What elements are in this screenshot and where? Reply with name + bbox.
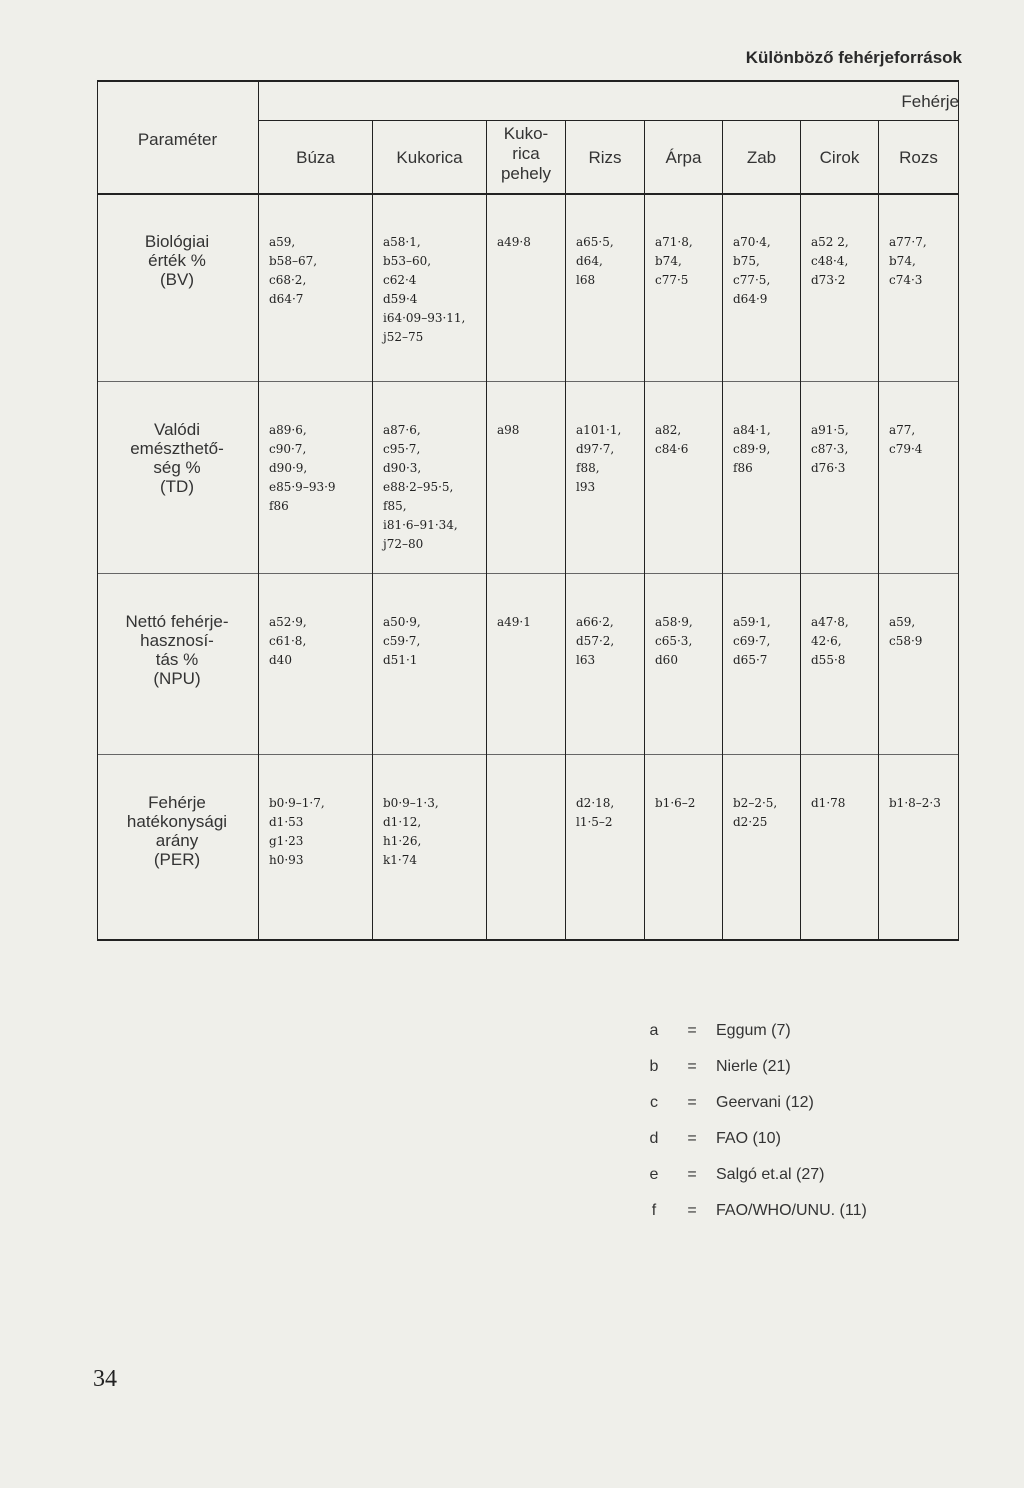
table-cell: a49·1	[497, 615, 531, 629]
legend-equals: =	[687, 1022, 697, 1039]
table-cell: d2·18, l1·5–2	[576, 796, 615, 829]
table-cell: b1·8–2·3	[889, 796, 941, 810]
legend-value: FAO (10)	[716, 1130, 781, 1147]
column-header: Rozs	[899, 148, 938, 167]
table-cell: a77, c79·4	[889, 423, 923, 456]
legend-value: FAO/WHO/UNU. (11)	[716, 1202, 867, 1219]
table-cell: d1·78	[811, 796, 846, 810]
legend-key: f	[651, 1202, 657, 1219]
legend-key: b	[649, 1058, 659, 1075]
column-header: Cirok	[819, 148, 860, 167]
legend-key: e	[649, 1166, 659, 1183]
row-label: Biológiai érték % (BV)	[144, 232, 210, 289]
legend-key: d	[649, 1130, 659, 1147]
column-header: Rizs	[588, 148, 622, 167]
table-cell: a49·8	[497, 235, 531, 249]
table-cell: a50·9, c59·7, d51·1	[383, 615, 421, 667]
legend-item	[640, 1049, 867, 1085]
table-cell: b0·9–1·3, d1·12, h1·26, k1·74	[383, 796, 439, 867]
legend-value: Geervani (12)	[716, 1094, 814, 1111]
legend-key: a	[649, 1022, 659, 1039]
table-cell: a70·4, b75, c77·5, d64·9	[733, 235, 771, 306]
table-cell: a52 2, c48·4, d73·2	[811, 235, 849, 287]
table-cell: a101·1, d97·7, f88, l93	[576, 423, 622, 494]
table-cell: a47·8, 42·6, d55·8	[811, 615, 849, 667]
table-cell: b1·6–2	[655, 796, 696, 810]
legend-equals: =	[687, 1130, 697, 1147]
table-cell: a58·9, c65·3, d60	[655, 615, 693, 667]
param-header: Paraméter	[137, 130, 218, 149]
table-cell: a58·1, b53–60, c62·4 d59·4 i64·09–93·11, j52–75	[383, 235, 466, 344]
legend-value: Salgó et.al (27)	[716, 1166, 825, 1183]
table-cell: a59, c58·9	[889, 615, 923, 648]
table-cell: b0·9–1·7, d1·53 g1·23 h0·93	[269, 796, 325, 867]
row-label: Valódi emészthető- ség % (TD)	[130, 420, 224, 496]
table-cell: a82, c84·6	[655, 423, 689, 456]
table-cell: a52·9, c61·8, d40	[269, 615, 307, 667]
table-cell: a65·5, d64, l68	[576, 235, 614, 287]
column-header: Búza	[296, 148, 335, 167]
legend-item	[640, 1013, 867, 1049]
legend-item	[640, 1085, 867, 1121]
table-cell: a84·1, c89·9, f86	[733, 423, 771, 475]
legend-equals: =	[687, 1166, 697, 1183]
legend-item	[640, 1157, 867, 1193]
legend-value: Eggum (7)	[716, 1022, 791, 1039]
column-header: Árpa	[665, 148, 702, 167]
page-number: 34	[93, 1366, 117, 1392]
running-head: Különböző fehérjeforrások	[745, 48, 962, 67]
column-header: Kuko- rica pehely	[500, 124, 552, 183]
table-cell: a59·1, c69·7, d65·7	[733, 615, 771, 667]
group-header: Fehérje	[901, 92, 959, 111]
legend-equals: =	[687, 1202, 697, 1219]
row-label: Nettó fehérje- hasznosí- tás % (NPU)	[125, 612, 229, 688]
legend	[640, 1013, 867, 1229]
legend-value: Nierle (21)	[716, 1058, 791, 1075]
legend-key: c	[650, 1094, 658, 1111]
table-cell: b2–2·5, d2·25	[733, 796, 778, 829]
legend-item	[640, 1193, 867, 1229]
table-cell: a66·2, d57·2, l63	[576, 615, 615, 667]
column-header: Zab	[746, 148, 777, 167]
table-cell: a89·6, c90·7, d90·9, e85·9–93·9 f86	[269, 423, 336, 513]
table-cell: a91·5, c87·3, d76·3	[811, 423, 849, 475]
legend-item	[640, 1121, 867, 1157]
table-cell: a98	[497, 423, 520, 437]
table-cell: a87·6, c95·7, d90·3, e88·2–95·5, f85, i81·6–91·34, j72–80	[383, 423, 458, 551]
legend-equals: =	[687, 1058, 697, 1075]
column-header: Kukorica	[396, 148, 463, 167]
table-cell: a77·7, b74, c74·3	[889, 235, 927, 287]
table-cell: a71·8, b74, c77·5	[655, 235, 693, 287]
legend-equals: =	[687, 1094, 697, 1111]
table-cell: a59, b58–67, c68·2, d64·7	[269, 235, 318, 306]
row-label: Fehérje hatékonysági arány (PER)	[126, 793, 228, 869]
protein-sources-table	[97, 80, 959, 942]
